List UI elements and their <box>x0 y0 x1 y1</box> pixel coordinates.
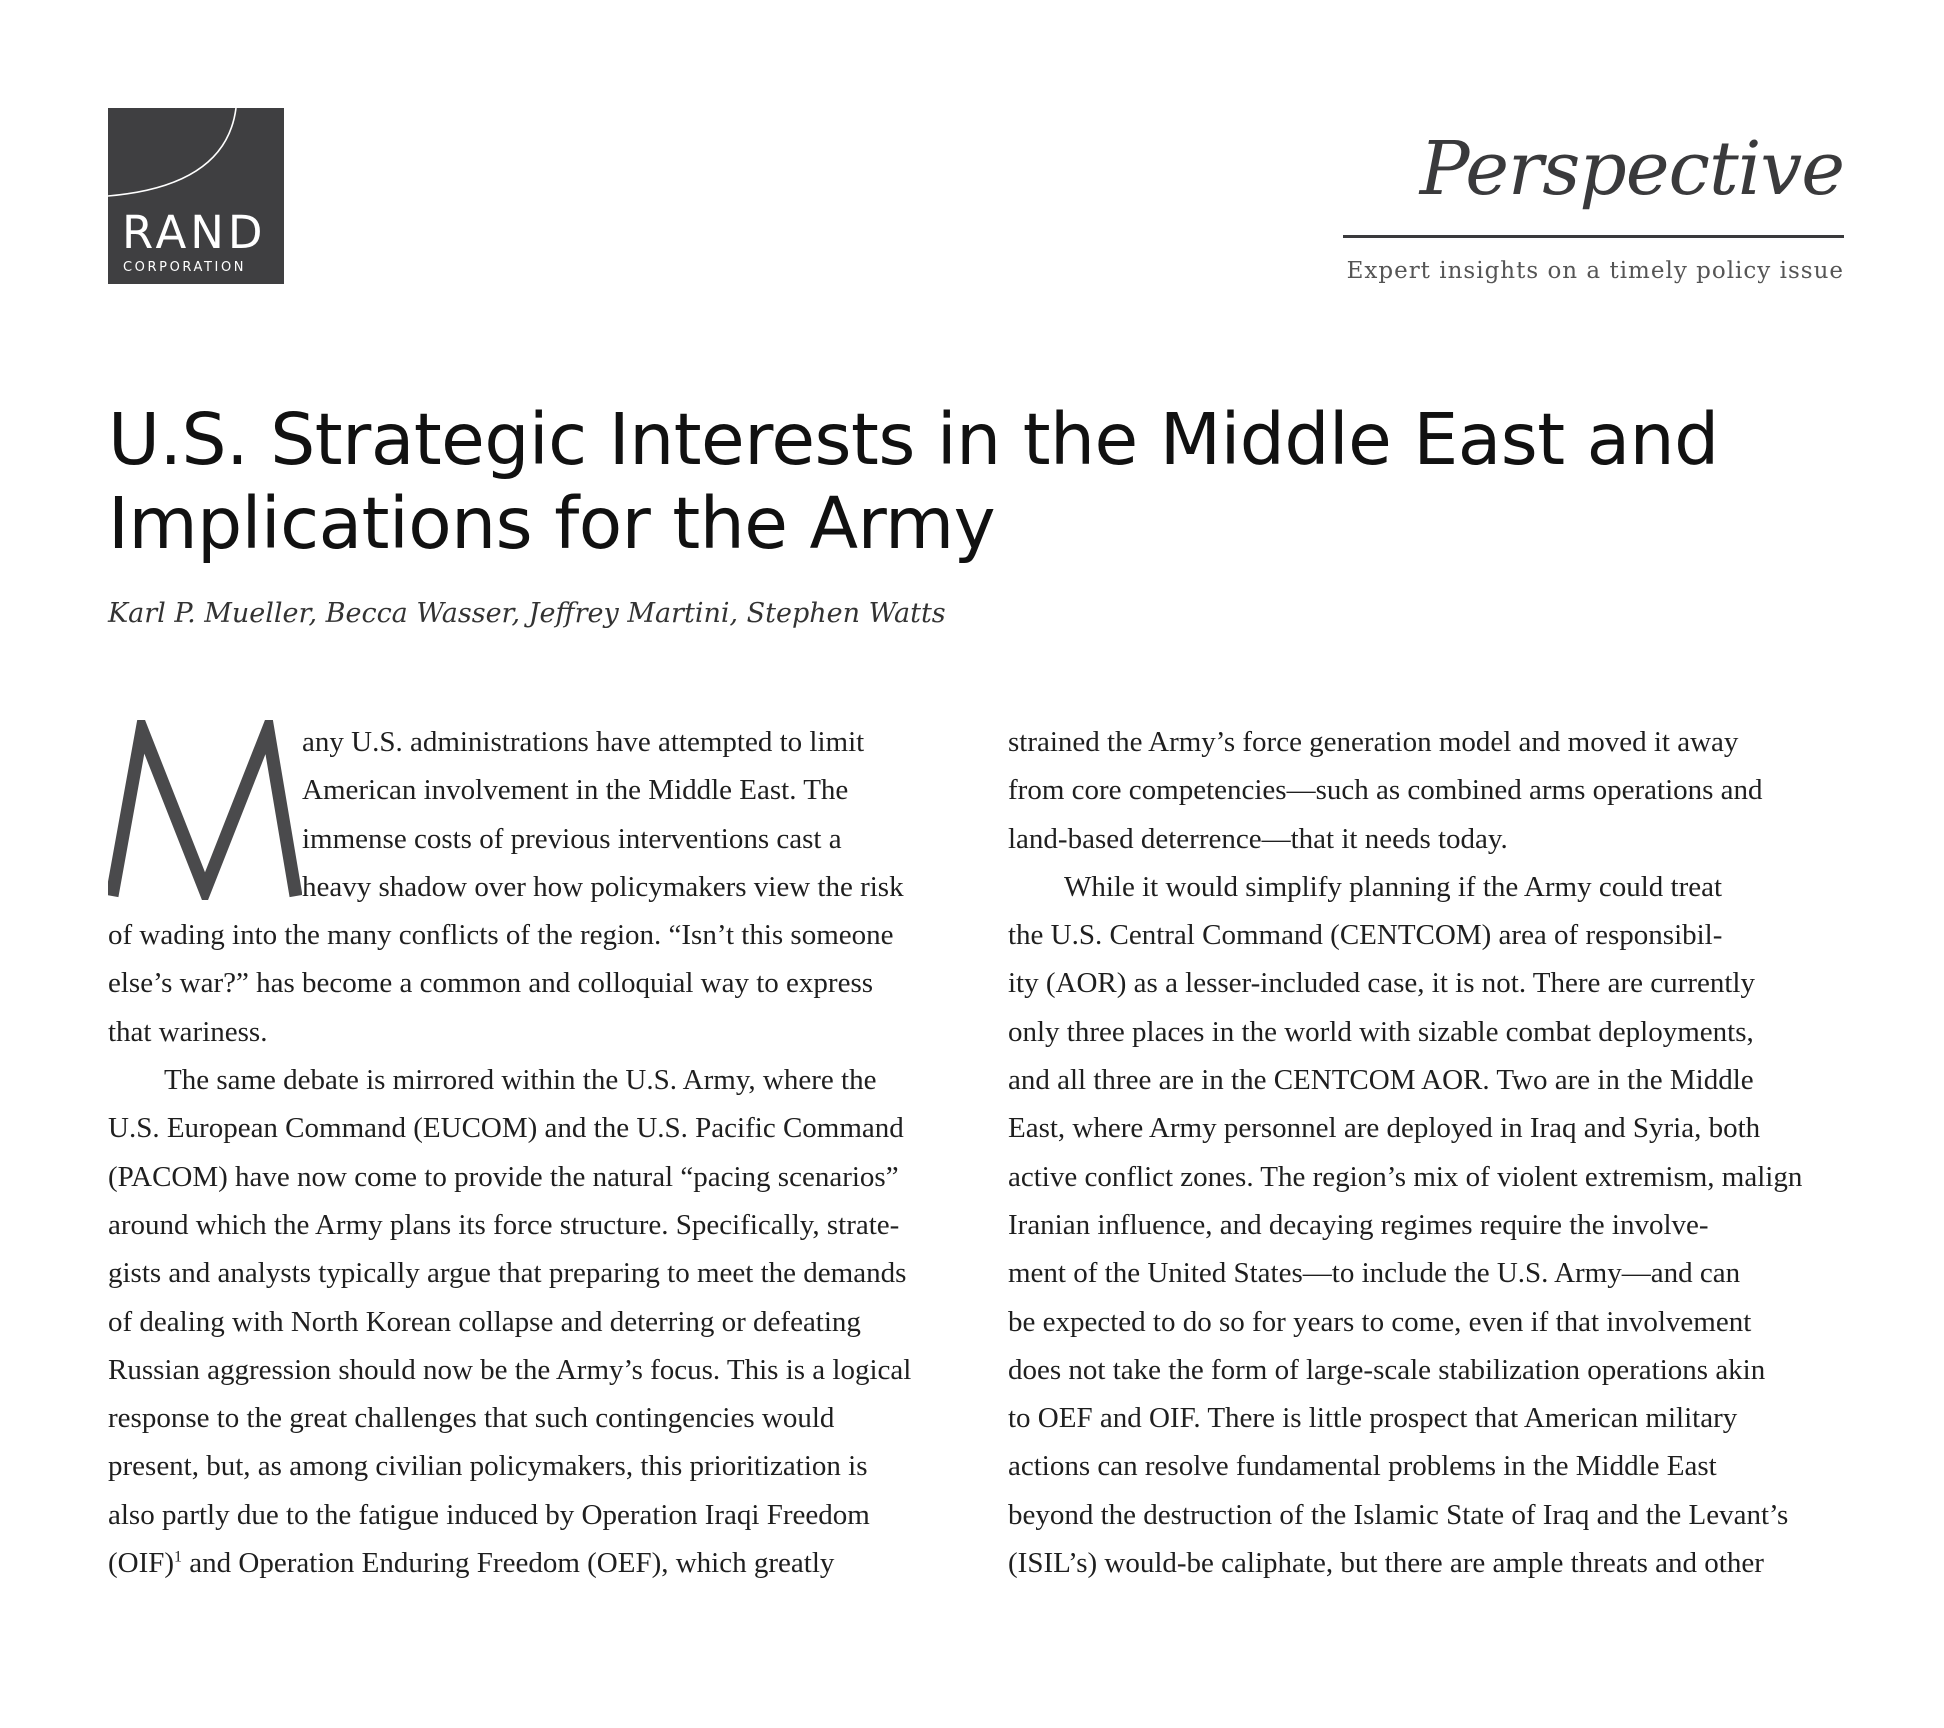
text-line: (ISIL’s) would-be caliphate, but there are ample threats and other <box>1008 1547 1764 1580</box>
text-line: (PACOM) have now come to provide the natural “pacing scenarios” <box>108 1160 899 1193</box>
title-line: U.S. Strategic Interests in the Middle East and <box>108 398 1719 481</box>
text-line: immense costs of previous interventions cast a <box>302 822 842 855</box>
footnote-marker[interactable]: 1 <box>174 1548 183 1566</box>
text-line: beyond the destruction of the Islamic State of Iraq and the Levant’s <box>1008 1498 1789 1531</box>
text-line: actions can resolve fundamental problems in the Middle East <box>1008 1450 1717 1483</box>
body-column-left <box>108 718 948 1587</box>
drop-cap-glyph <box>108 720 302 900</box>
paragraph <box>108 1056 948 1587</box>
text-line: the U.S. Central Command (CENTCOM) area of responsibil- <box>1008 919 1723 952</box>
text-line: active conflict zones. The region’s mix of violent extremism, malign <box>1008 1160 1803 1193</box>
text-line: East, where Army personnel are deployed in Iraq and Syria, both <box>1008 1112 1761 1145</box>
logo-subtitle: CORPORATION <box>123 260 247 275</box>
header-divider <box>1343 235 1844 238</box>
text-line: also partly due to the fatigue induced by Operation Iraqi Freedom <box>108 1498 870 1531</box>
text-fragment: (OIF) <box>108 1547 175 1580</box>
logo-wordmark: RAND <box>122 206 267 259</box>
text-line: to OEF and OIF. There is little prospect that American military <box>1008 1402 1738 1435</box>
paragraph <box>108 718 948 1056</box>
text-fragment: and Operation Enduring Freedom (OEF), which greatly <box>182 1547 835 1580</box>
text-line: around which the Army plans its force structure. Specifically, strate- <box>108 1208 900 1241</box>
text-line: U.S. European Command (EUCOM) and the U.S. Pacific Command <box>108 1112 904 1145</box>
text-line: any U.S. administrations have attempted to limit <box>302 726 865 758</box>
author-list: Karl P. Mueller, Becca Wasser, Jeffrey Martini, Stephen Watts <box>108 598 946 629</box>
paragraph <box>1008 718 1848 863</box>
paragraph <box>1008 863 1848 1587</box>
text-line: response to the great challenges that such contingencies would <box>108 1402 835 1435</box>
series-tagline: Expert insights on a timely policy issue <box>1346 258 1844 284</box>
text-line: ment of the United States—to include the U.S. Army—and can <box>1008 1257 1741 1290</box>
text-line: Russian aggression should now be the Army’s focus. This is a logical <box>108 1353 912 1386</box>
text-line: that wariness. <box>108 1015 268 1048</box>
text-line: ity (AOR) as a lesser-included case, it is not. There are currently <box>1008 967 1755 1000</box>
text-line: While it would simplify planning if the Army could treat <box>1064 870 1723 903</box>
document-title <box>108 398 1758 566</box>
text-line: land-based deterrence—that it needs today. <box>1008 822 1508 855</box>
rand-logo <box>108 108 284 284</box>
text-line: from core competencies—such as combined arms operations and <box>1008 774 1763 807</box>
body-column-right <box>1008 718 1848 1587</box>
text-line: else’s war?” has become a common and colloquial way to express <box>108 967 874 1000</box>
text-line: gists and analysts typically argue that preparing to meet the demands <box>108 1257 907 1290</box>
text-line: of dealing with North Korean collapse and deterring or defeating <box>108 1305 861 1338</box>
text-line: does not take the form of large-scale stabilization operations akin <box>1008 1353 1766 1386</box>
text-line: only three places in the world with sizable combat deployments, <box>1008 1015 1754 1048</box>
text-line: present, but, as among civilian policymakers, this prioritization is <box>108 1450 868 1483</box>
drop-cap <box>108 720 302 900</box>
text-line: American involvement in the Middle East. The <box>302 774 849 807</box>
text-line: Iranian influence, and decaying regimes require the involve- <box>1008 1208 1709 1241</box>
text-line: be expected to do so for years to come, even if that involvement <box>1008 1305 1752 1338</box>
text-line: The same debate is mirrored within the U.S. Army, where the <box>164 1064 877 1097</box>
text-line <box>108 1539 948 1587</box>
text-line: of wading into the many conflicts of the region. “Isn’t this someone <box>108 919 894 952</box>
text-line: strained the Army’s force generation model and moved it away <box>1008 726 1739 758</box>
text-line: and all three are in the CENTCOM AOR. Two are in the Middle <box>1008 1064 1754 1097</box>
title-line: Implications for the Army <box>108 482 996 565</box>
series-title: Perspective <box>1419 126 1844 212</box>
text-line: heavy shadow over how policymakers view the risk <box>302 870 904 903</box>
